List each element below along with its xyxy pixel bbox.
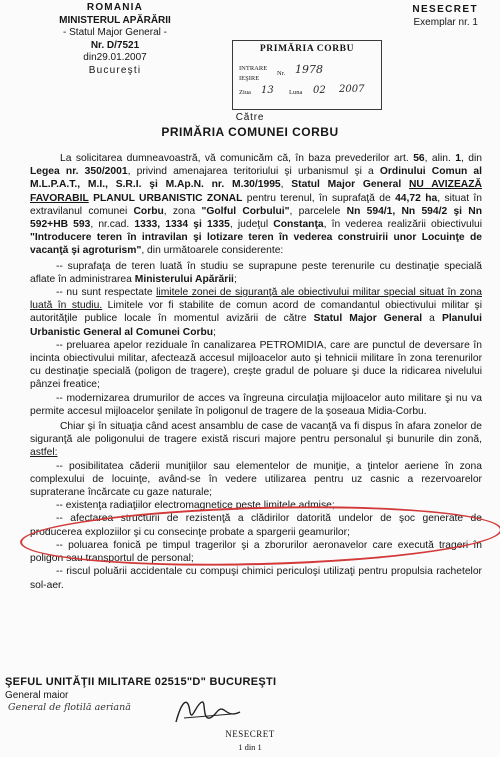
handwritten-rank: General de flotilă aeriană (8, 702, 131, 713)
stamp-intrare-label: INTRARE (239, 65, 268, 72)
copy-number: Exemplar nr. 1 (413, 17, 478, 28)
risk-item-2: -- existenţa radiaţiilor electromagnetice peste limitele admise; (56, 500, 335, 512)
intro-paragraph: La solicitarea dumneavoastră, vă comunicăm că, în baza prevederilor art. 56, alin. 1, din Legea nr. 350/2001, privind amenajarea teritoriului şi urbanismul şi a Ordinului Comun al M.L.P.A.T., M.I., S.R.I. şi M.Ap.N. nr. M.30/1995, Statul Major General NU AVIZEAZĂ FAVORABIL PLANUL URBANISTIC ZONAL pentru terenul, în suprafaţă de 44,72 ha, situat în extravilanul comunei Corbu, zona "Golful Corbului", parcelele Nn 594/1, Nn 594/2 şi Nn 592+HB 593, nr.cad. 1333, 1334 şi 1335, judeţul Constanţa, în vederea realizării obiectivului "Introducere teren în intravilan şi lotizare teren în vederea construirii unor Locuinţe de vacanţă şi agroturism", din următoarele considerente: (30, 153, 483, 257)
city-name: Bucureşti (88, 64, 142, 76)
risk-item-3: -- afectarea structurii de rezistenţă a clădirilor datorită undelor de şoc generate de producerea exploziilor şi cu consecinţe probate a spargerii geamurilor; (30, 513, 482, 538)
signatory-rank: General maior (5, 690, 69, 701)
stamp-year-value: 2007 (339, 84, 365, 95)
risks-paragraph: Chiar şi în situaţia când acest ansamblu de case de vacanţă va fi dispus în afara zonelor de siguranţă ale poligonului de tragere există riscuri majore pentru personalul şi bunurile din zonă, astfel: (30, 421, 482, 459)
document-date: din29.01.2007 (83, 52, 147, 64)
stamp-nr-label: Nr. (277, 70, 286, 77)
registration-stamp (232, 40, 382, 110)
reason-item-3: -- preluarea apelor reziduale în canalizarea PETROMIDIA, care are punctul de deversare în incinta obiectivului militar, afectează accesul mijloacelor auto şi tehnicii militare în zona terenurilor cu destinaţie specială (poligon de tragere), creşte gradul de poluare şi duce la ridicarea nivelului pânzei freatice; (30, 339, 482, 391)
stamp-month-value: 02 (313, 85, 326, 96)
footer-classification: NESECRET (225, 729, 275, 739)
stamp-number-value: 1978 (295, 63, 323, 76)
reason-item-2: -- nu sunt respectate limitele zonei de siguranţă ale obiectivului militar special situat în zona luată în studiu. Limitele vor fi stabilite de comun acord de comandantul obiectivului militar şi autorităţile publice locale în momentul avizării de către Statul Major General a Planului Urbanistic General al Comunei Corbu; (30, 287, 482, 338)
classification-label: NESECRET (412, 4, 478, 15)
classification-header (412, 3, 478, 29)
reason-item-1: -- suprafaţa de teren luată în studiu se suprapune peste terenurile cu destinaţie specială aflate în administrarea Ministerului Apărării; (30, 260, 482, 285)
stamp-title: PRIMĂRIA CORBU (259, 44, 355, 54)
country-name: ROMANIA (86, 2, 144, 13)
risk-item-4: -- poluarea fonică pe timpul tragerilor şi a zborurilor aeronavelor care execută trageri în poligon sau transportul de personal; (30, 539, 482, 565)
recipient-prefix: Către (235, 112, 265, 123)
recipient-name: PRIMĂRIA COMUNEI CORBU (161, 125, 339, 139)
stamp-iesire-label: IEŞIRE (239, 75, 260, 82)
stamp-ziua-label: Ziua (239, 89, 251, 96)
department-name: - Statul Major General - (63, 27, 167, 39)
risk-item-5: -- riscul poluării accidentale cu compuşi chimici periculoşi utilizaţi pentru propulsia rachetelor sol-aer. (30, 566, 482, 591)
sender-header (40, 2, 190, 78)
ministry-name: MINISTERUL APĂRĂRII (59, 14, 171, 26)
signature-mark (172, 692, 242, 728)
document-number: Nr. D/7521 (90, 39, 140, 51)
risk-item-1: -- posibilitatea căderii muniţiilor sau elementelor de muniţie, a ţintelor aeriene în zona complexului de locuinţe, având-se în vedere utilizarea pentru uz casnic a rezervoarelor supraterane încărcate cu gaze naturale; (30, 460, 482, 499)
reason-item-4: -- modernizarea drumurilor de acces va îngreuna circulaţia mijloacelor auto militare şi nu va permite accesul mijloacelor şenilate în poligonul de tragere de la şoseaua Midia-Corbu. (30, 392, 482, 417)
signatory-title: ŞEFUL UNITĂŢII MILITARE 02515"D" BUCUREŞTI (5, 676, 277, 688)
stamp-luna-label: Luna (289, 89, 303, 96)
stamp-day-value: 13 (261, 85, 274, 96)
decision-text: NU AVIZEAZĂ FAVORABIL (30, 179, 482, 204)
page-number: 1 din 1 (238, 742, 262, 752)
